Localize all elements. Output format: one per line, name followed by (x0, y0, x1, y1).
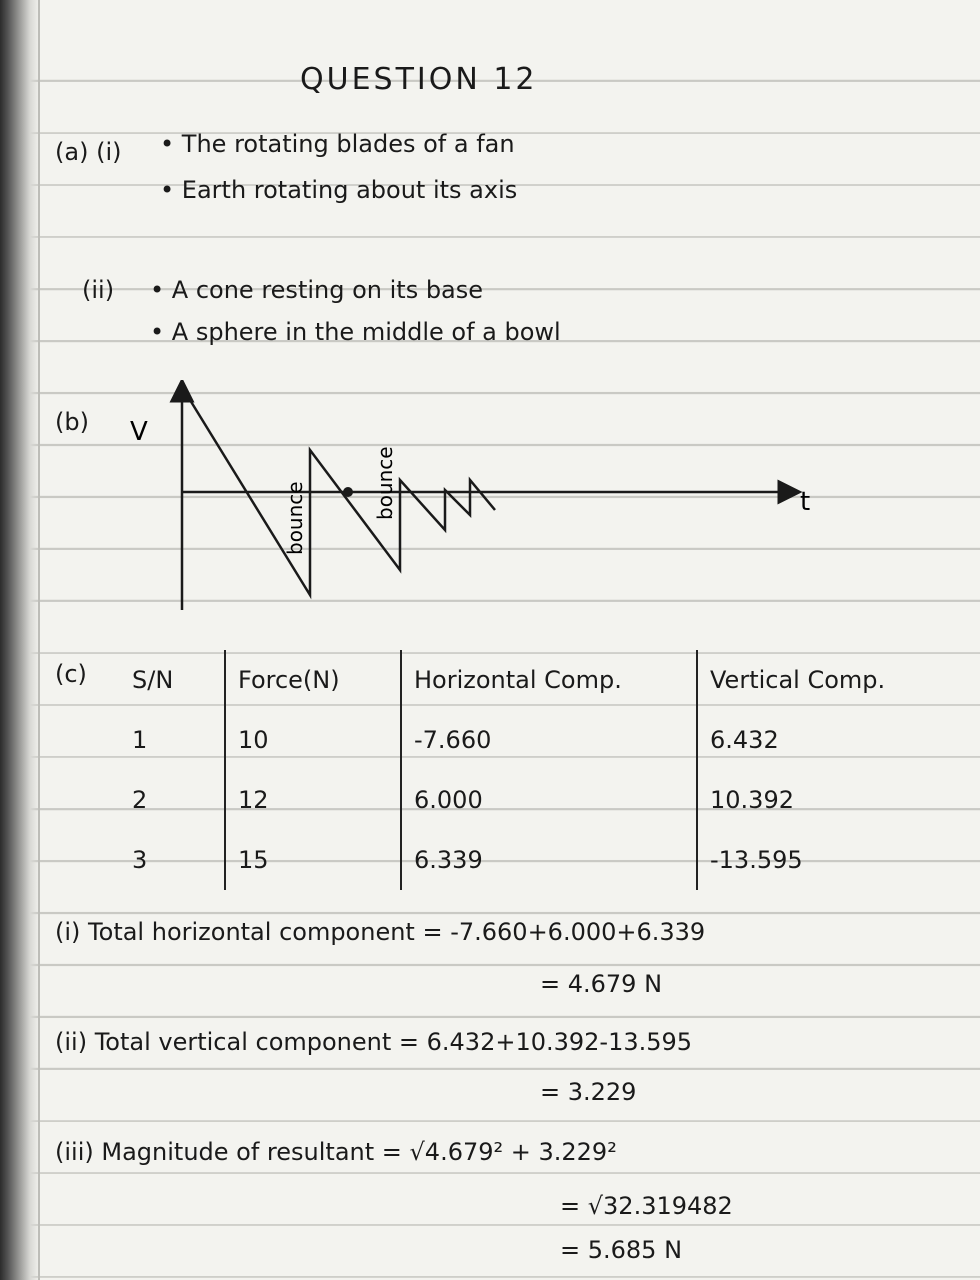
part-a-ii-item-2: • A sphere in the middle of a bowl (150, 318, 561, 346)
cell-sn: 3 (132, 846, 148, 874)
table-row (120, 830, 952, 890)
header-sn: S/N (132, 666, 174, 694)
cell-vertical: 10.392 (697, 770, 952, 830)
part-a-label (55, 138, 121, 166)
cell-force: 12 (225, 770, 401, 830)
part-c-label: (c) (55, 660, 87, 688)
bounce-annotation-1: bounce (283, 481, 307, 555)
header-horizontal: Horizontal Comp. (401, 650, 697, 710)
calc-i-text-1: Total horizontal component = -7.660+6.000+6.339 (88, 918, 706, 946)
cell-sn: 1 (132, 726, 148, 754)
bounce-annotation-2: bounce (373, 446, 397, 520)
calc-ii-line-1 (55, 1028, 692, 1056)
table-header-row (120, 650, 952, 710)
part-a-i-item-2: • Earth rotating about its axis (160, 176, 518, 204)
calc-iii-line-3: = 5.685 N (560, 1236, 683, 1264)
part-a-i-item-1: • The rotating blades of a fan (160, 130, 515, 158)
calc-iii-text-1: Magnitude of resultant = √4.679² + 3.229² (101, 1138, 617, 1166)
part-a-ii-text-2: A sphere in the middle of a bowl (171, 318, 561, 346)
part-a-ii-item-1: • A cone resting on its base (150, 276, 484, 304)
cell-horizontal: 6.000 (401, 770, 697, 830)
part-b-label: (b) (55, 408, 89, 436)
part-a-i-marker: (i) (96, 138, 122, 166)
header-vertical: Vertical Comp. (697, 650, 952, 710)
table-row (120, 770, 952, 830)
cell-force: 10 (225, 710, 401, 770)
part-a-ii-text-1: A cone resting on its base (171, 276, 484, 304)
part-a-ii-label: (ii) (82, 276, 115, 304)
part-a-i-text-2: Earth rotating about its axis (181, 176, 518, 204)
cell-force: 15 (225, 830, 401, 890)
calc-iii-line-2: = √32.319482 (560, 1192, 733, 1220)
cell-vertical: -13.595 (697, 830, 952, 890)
calc-i-line-1 (55, 918, 705, 946)
calc-i-marker: (i) (55, 918, 81, 946)
y-axis-label: V (130, 417, 148, 447)
calc-ii-text-1: Total vertical component = 6.432+10.392-13.595 (94, 1028, 693, 1056)
calc-ii-line-2: = 3.229 (540, 1078, 637, 1106)
cell-horizontal: 6.339 (401, 830, 697, 890)
notebook-binding (0, 0, 40, 1280)
calc-iii-line-1 (55, 1138, 617, 1166)
x-axis-label: t (800, 487, 811, 517)
calc-i-line-2: = 4.679 N (540, 970, 663, 998)
page-title: QUESTION 12 (300, 62, 538, 97)
force-components-table (120, 650, 952, 890)
part-a-marker: (a) (55, 138, 89, 166)
cell-sn: 2 (132, 786, 148, 814)
part-a-i-text-1: The rotating blades of a fan (181, 130, 515, 158)
cell-horizontal: -7.660 (401, 710, 697, 770)
header-force: Force(N) (225, 650, 401, 710)
velocity-curve (190, 400, 495, 595)
crossing-point (343, 487, 353, 497)
velocity-time-graph (0, 380, 900, 640)
margin-line (38, 0, 40, 1280)
calc-iii-marker: (iii) (55, 1138, 94, 1166)
calc-ii-marker: (ii) (55, 1028, 88, 1056)
cell-vertical: 6.432 (697, 710, 952, 770)
table-row (120, 710, 952, 770)
